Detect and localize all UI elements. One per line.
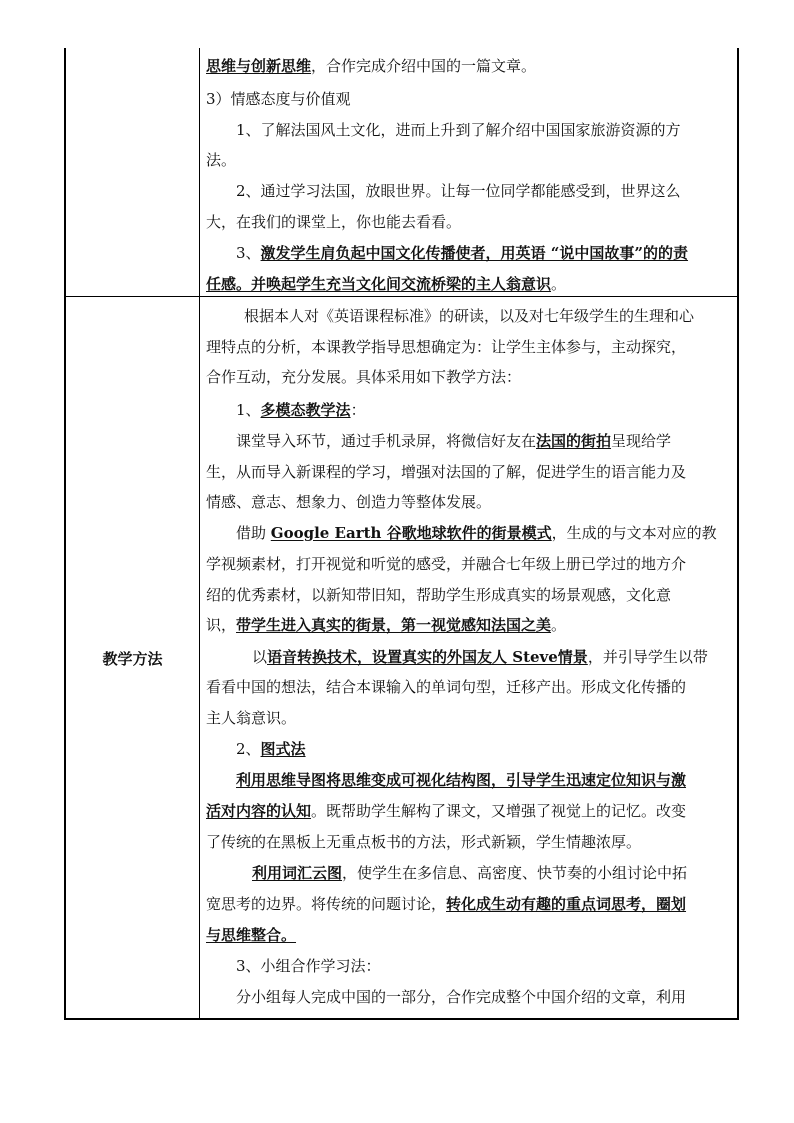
text-line	[252, 862, 687, 883]
text-line	[236, 522, 717, 543]
text-line	[236, 769, 686, 790]
text: 借助	[236, 524, 271, 542]
text-line: 大，在我们的课堂上，你也能去看看。	[206, 213, 462, 231]
text-line: 生，从而导入新课程的学习，增强对法国的了解，促进学生的语言能力及	[206, 463, 687, 481]
bold-text: 多模态教学法	[260, 401, 351, 419]
bold-text: 与思维整合。	[206, 926, 297, 944]
column-divider	[199, 48, 200, 1018]
bold-text: 激发学生肩负起中国文化传播使者，用英语 “说中国故事”的的责	[260, 244, 689, 262]
text-line: 学视频素材，打开视觉和听觉的感受，并融合七年级上册已学过的地方介	[206, 555, 687, 573]
lesson-plan-table	[64, 48, 739, 1020]
text: 2、	[236, 740, 261, 758]
text: ，合作完成介绍中国的一篇文章。	[311, 57, 537, 75]
text-line: 合作互动，充分发展。具体采用如下教学方法：	[206, 368, 522, 386]
row-divider	[66, 296, 737, 297]
text-line	[252, 646, 708, 667]
text-line: 2、通过学习法国，放眼世界。让每一位同学都能感受到，世界这么	[236, 182, 681, 200]
text-line: 看看中国的想法，结合本课输入的单词句型，迁移产出。形成文化传播的	[206, 678, 687, 696]
text-line: 1、了解法国风土文化，进而上升到了解介绍中国国家旅游资源的方	[236, 121, 681, 139]
bold-text: Google Earth 谷歌地球软件的街景模式	[270, 524, 552, 542]
text: 。	[551, 275, 567, 293]
text: ，使学生在多信息、高密度、快节奏的小组讨论中拓	[342, 864, 688, 882]
text: 1、	[236, 401, 261, 419]
text-line	[206, 800, 686, 821]
bold-text: 利用思维导图将思维变成可视化结构图，引导学生迅速定位知识与激	[236, 771, 687, 789]
bold-text: 任感。并唤起学生充当文化间交流桥梁的主人翁意识	[206, 275, 552, 293]
bold-text: 转化成生动有趣的重点词思考，圈划	[446, 895, 687, 913]
text-line	[236, 242, 688, 263]
text: 课堂导入环节，通过手机录屏，将微信好友在	[236, 432, 537, 450]
text-line: 主人翁意识。	[206, 709, 297, 727]
text-line	[206, 55, 536, 76]
text: 以	[252, 648, 268, 666]
text-line	[206, 893, 686, 914]
text: 宽思考的边界。将传统的问题讨论，	[206, 895, 447, 913]
text: 识，	[206, 616, 237, 634]
method-heading	[236, 399, 366, 420]
bold-text: 语音转换技术，设置真实的外国友人 Steve情景	[267, 648, 588, 666]
text-line	[206, 614, 566, 635]
text-line: 情感、意志、想象力、创造力等整体发展。	[206, 493, 492, 511]
text: ：	[350, 401, 366, 419]
text: 3、	[236, 244, 261, 262]
teaching-method-label: 教学方法	[102, 650, 163, 668]
text: 。既帮助学生解构了课文，又增强了视觉上的记忆。改变	[311, 802, 687, 820]
text-line	[206, 924, 296, 945]
text-line: 绍的优秀素材，以新知带旧知，帮助学生形成真实的场景观感，文化意	[206, 586, 672, 604]
method-heading: 3、小组合作学习法：	[236, 957, 381, 975]
bold-text: 利用词汇云图	[252, 864, 343, 882]
text-line	[206, 273, 566, 294]
bold-text: 思维与创新思维	[206, 57, 312, 75]
bold-text: 法国的街拍	[536, 432, 612, 450]
text-line: 法。	[206, 151, 237, 169]
bold-text: 活对内容的认知	[206, 802, 312, 820]
bold-text: 带学生进入真实的街景，第一视觉感知法国之美	[236, 616, 552, 634]
text-line: 分小组每人完成中国的一部分，合作完成整个中国介绍的文章，利用	[236, 988, 687, 1006]
text: ，并引导学生以带	[587, 648, 708, 666]
text-line: 根据本人对《英语课程标准》的研读，以及对七年级学生的生理和心	[244, 307, 695, 325]
text-line: 了传统的在黑板上无重点板书的方法，形式新颖，学生情趣浓厚。	[206, 833, 642, 851]
bold-text: 图式法	[260, 740, 306, 758]
text: 。	[551, 616, 567, 634]
text: ，生成的与文本对应的教	[551, 524, 717, 542]
text-line	[236, 430, 671, 451]
text: 呈现给学	[611, 432, 672, 450]
text-line: 理特点的分析，本课教学指导思想确定为：让学生主体参与，主动探究，	[206, 338, 687, 356]
method-heading	[236, 738, 306, 759]
subheading: 3）情感态度与价值观	[206, 90, 351, 108]
